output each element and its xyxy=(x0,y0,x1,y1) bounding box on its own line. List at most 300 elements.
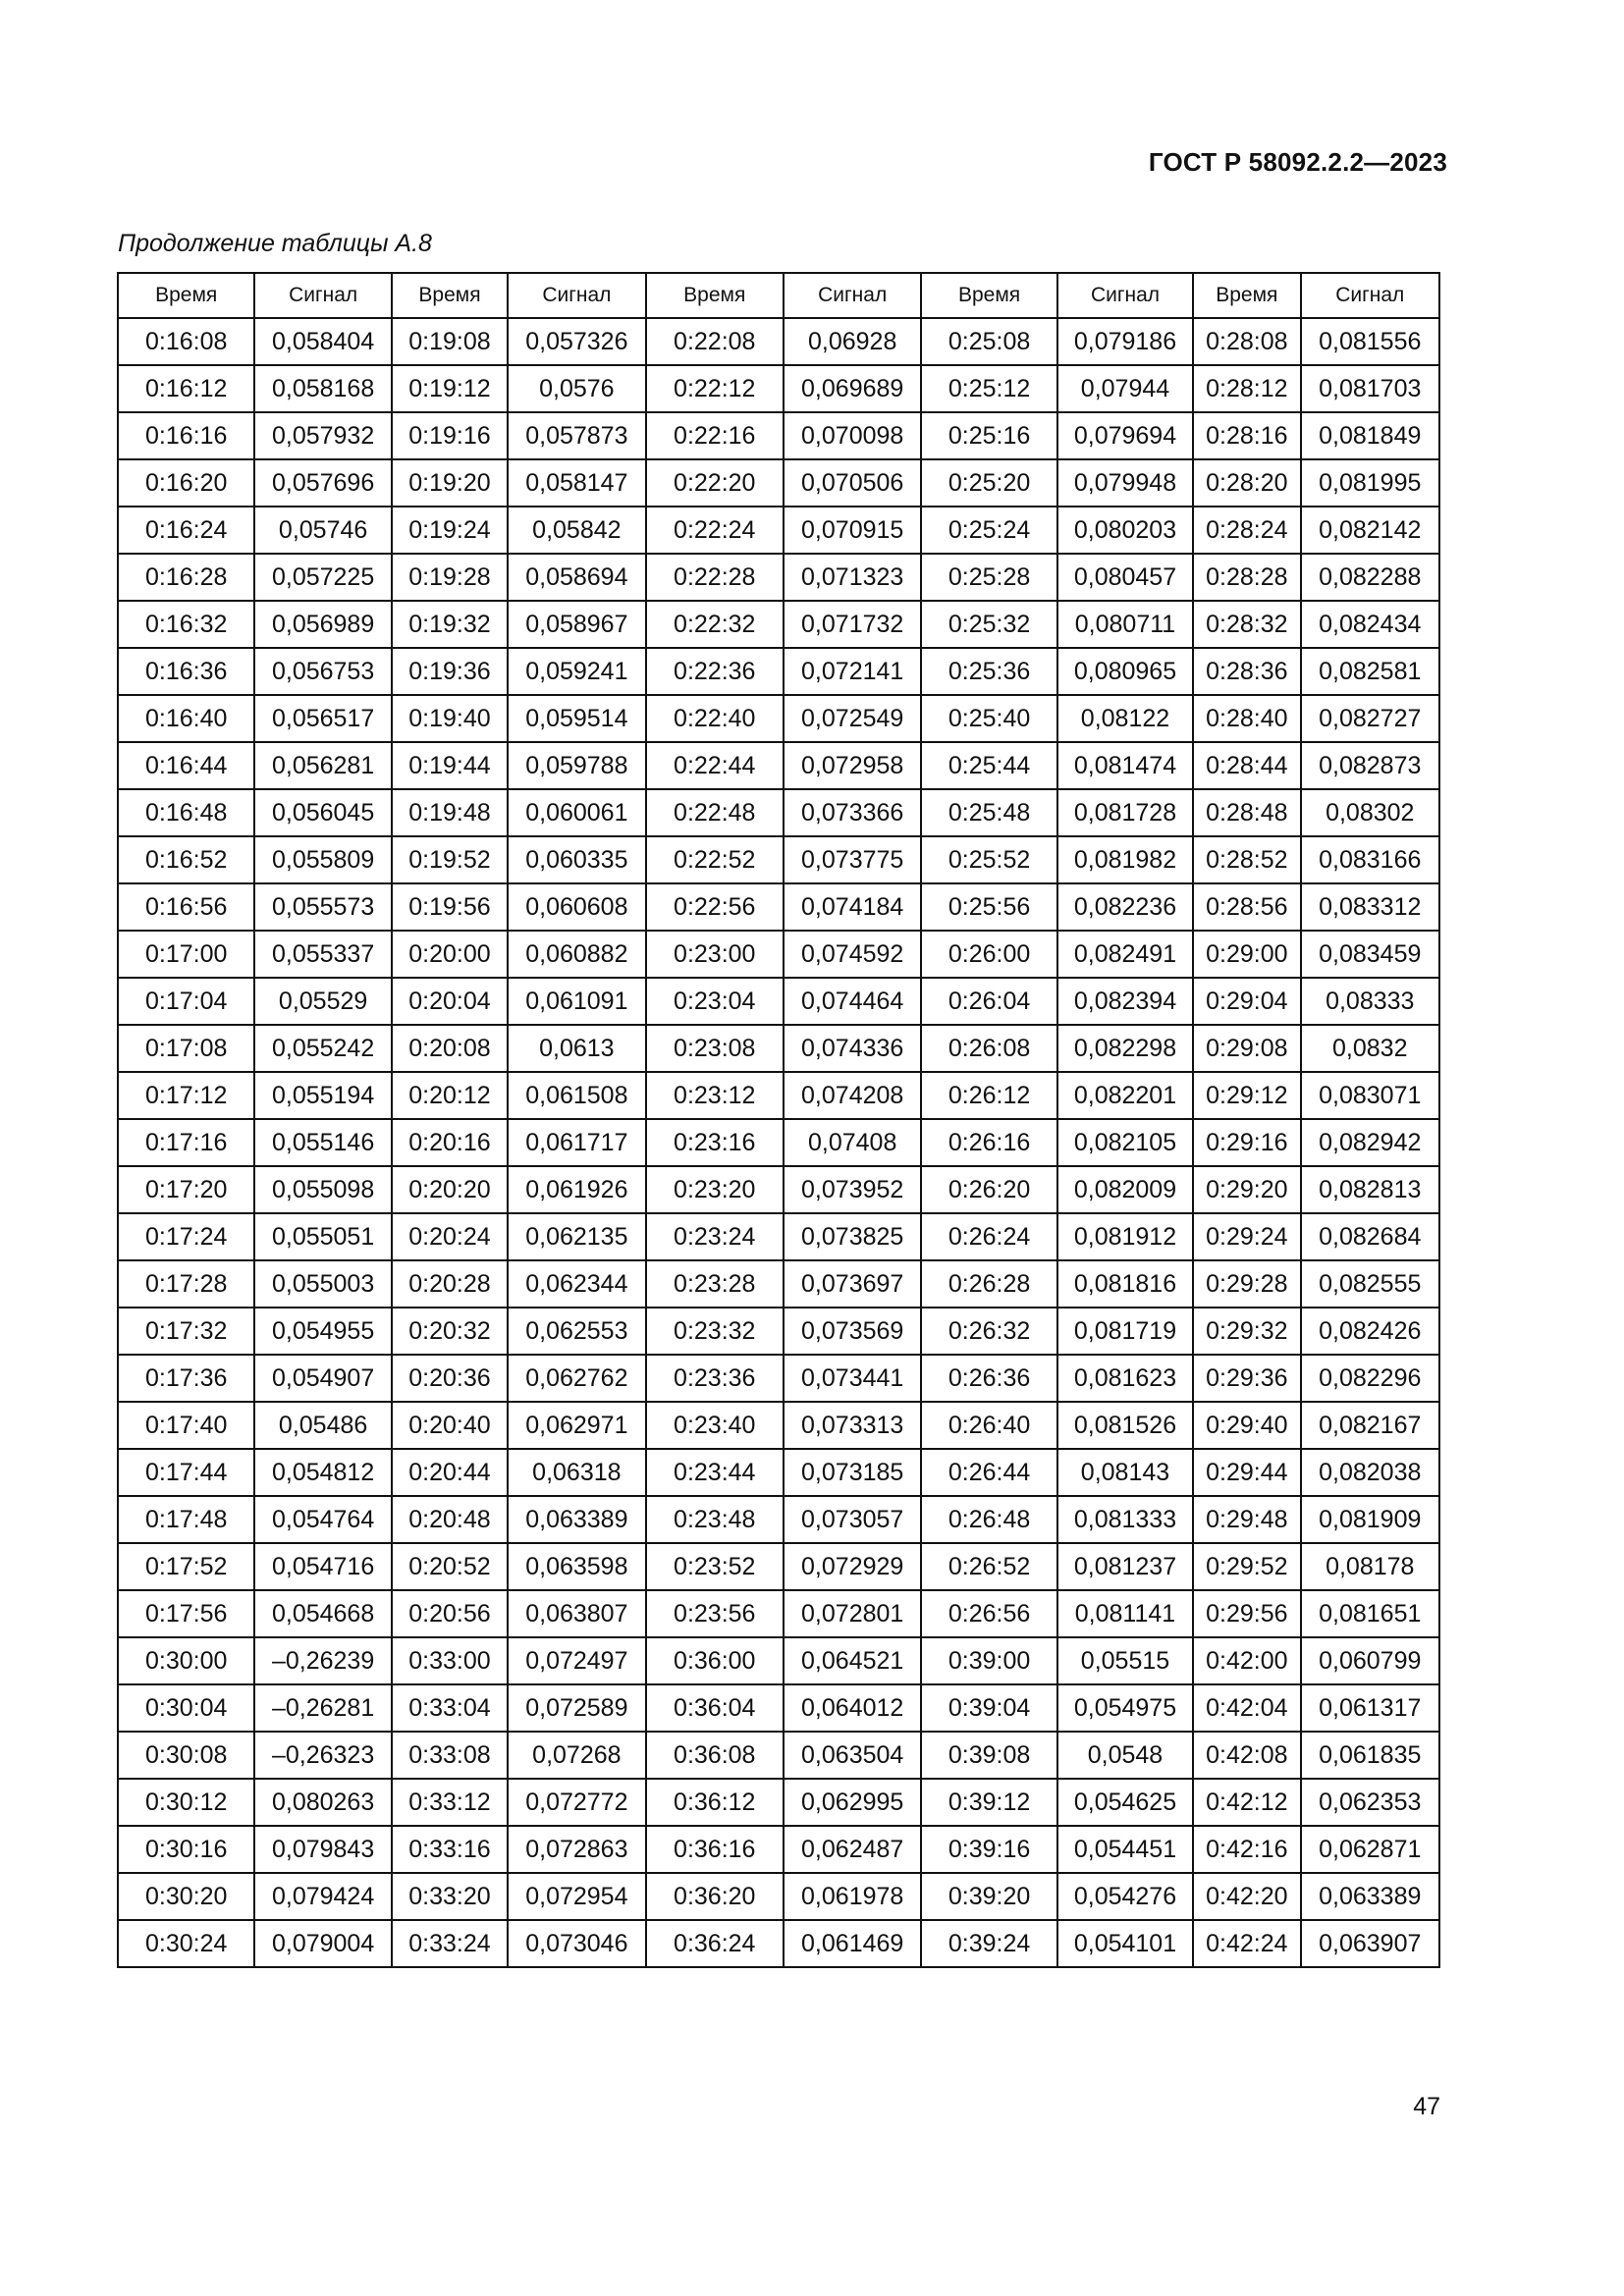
table-row xyxy=(118,648,1439,695)
time-cell: 0:25:20 xyxy=(921,459,1056,507)
signal-cell: 0,055242 xyxy=(254,1025,391,1072)
signal-cell: 0,074336 xyxy=(784,1025,921,1072)
time-cell: 0:26:04 xyxy=(921,978,1056,1025)
table-row xyxy=(118,1873,1439,1920)
time-cell: 0:20:24 xyxy=(392,1213,508,1260)
table-header-row xyxy=(118,273,1439,318)
time-cell: 0:20:36 xyxy=(392,1355,508,1402)
column-header: Сигнал xyxy=(254,273,391,318)
time-cell: 0:36:24 xyxy=(646,1920,784,1967)
signal-cell: 0,054716 xyxy=(254,1543,391,1590)
signal-cell: 0,07944 xyxy=(1057,365,1193,412)
signal-cell: 0,055573 xyxy=(254,883,391,931)
signal-cell: 0,062353 xyxy=(1301,1779,1440,1826)
table-row xyxy=(118,1166,1439,1213)
signal-cell: 0,082581 xyxy=(1301,648,1440,695)
time-cell: 0:22:20 xyxy=(646,459,784,507)
signal-cell: 0,059514 xyxy=(508,695,645,742)
signal-cell: 0,061835 xyxy=(1301,1732,1440,1779)
signal-cell: 0,07268 xyxy=(508,1732,645,1779)
time-cell: 0:17:16 xyxy=(118,1119,254,1166)
time-cell: 0:29:32 xyxy=(1193,1308,1300,1355)
signal-cell: 0,081728 xyxy=(1057,789,1193,836)
signal-cell: 0,063389 xyxy=(508,1496,645,1543)
table-row xyxy=(118,789,1439,836)
signal-cell: 0,062135 xyxy=(508,1213,645,1260)
signal-cell: 0,073775 xyxy=(784,836,921,883)
time-cell: 0:28:48 xyxy=(1193,789,1300,836)
signal-cell: 0,08302 xyxy=(1301,789,1440,836)
time-cell: 0:26:48 xyxy=(921,1496,1056,1543)
signal-cell: 0,082288 xyxy=(1301,554,1440,601)
signal-cell: 0,081474 xyxy=(1057,742,1193,789)
time-cell: 0:28:28 xyxy=(1193,554,1300,601)
column-header: Сигнал xyxy=(508,273,645,318)
time-cell: 0:22:16 xyxy=(646,412,784,459)
time-cell: 0:39:00 xyxy=(921,1637,1056,1684)
time-cell: 0:42:20 xyxy=(1193,1873,1300,1920)
signal-cell: 0,081623 xyxy=(1057,1355,1193,1402)
time-cell: 0:19:24 xyxy=(392,507,508,554)
signal-cell: 0,061926 xyxy=(508,1166,645,1213)
time-cell: 0:36:20 xyxy=(646,1873,784,1920)
time-cell: 0:30:24 xyxy=(118,1920,254,1967)
signal-cell: 0,073569 xyxy=(784,1308,921,1355)
signal-cell: 0,082426 xyxy=(1301,1308,1440,1355)
time-cell: 0:29:40 xyxy=(1193,1402,1300,1449)
signal-cell: 0,062871 xyxy=(1301,1826,1440,1873)
signal-cell: 0,05842 xyxy=(508,507,645,554)
signal-cell: 0,055098 xyxy=(254,1166,391,1213)
time-cell: 0:16:44 xyxy=(118,742,254,789)
time-cell: 0:42:12 xyxy=(1193,1779,1300,1826)
time-cell: 0:17:00 xyxy=(118,931,254,978)
time-cell: 0:17:44 xyxy=(118,1449,254,1496)
time-cell: 0:17:24 xyxy=(118,1213,254,1260)
signal-cell: 0,055051 xyxy=(254,1213,391,1260)
time-cell: 0:25:48 xyxy=(921,789,1056,836)
signal-cell: 0,071732 xyxy=(784,601,921,648)
signal-cell: 0,061469 xyxy=(784,1920,921,1967)
time-cell: 0:17:20 xyxy=(118,1166,254,1213)
signal-cell: 0,072549 xyxy=(784,695,921,742)
time-cell: 0:26:20 xyxy=(921,1166,1056,1213)
time-cell: 0:19:28 xyxy=(392,554,508,601)
signal-cell: 0,05529 xyxy=(254,978,391,1025)
time-cell: 0:28:12 xyxy=(1193,365,1300,412)
signal-cell: 0,063504 xyxy=(784,1732,921,1779)
time-cell: 0:22:56 xyxy=(646,883,784,931)
time-cell: 0:36:08 xyxy=(646,1732,784,1779)
signal-cell: 0,081995 xyxy=(1301,459,1440,507)
signal-cell: 0,060799 xyxy=(1301,1637,1440,1684)
time-cell: 0:39:08 xyxy=(921,1732,1056,1779)
signal-cell: 0,082873 xyxy=(1301,742,1440,789)
signal-cell: 0,082236 xyxy=(1057,883,1193,931)
time-cell: 0:33:12 xyxy=(392,1779,508,1826)
time-cell: 0:29:04 xyxy=(1193,978,1300,1025)
table-row xyxy=(118,412,1439,459)
time-cell: 0:16:48 xyxy=(118,789,254,836)
table-row xyxy=(118,1025,1439,1072)
time-cell: 0:20:00 xyxy=(392,931,508,978)
signal-cell: 0,082394 xyxy=(1057,978,1193,1025)
signal-cell: 0,054812 xyxy=(254,1449,391,1496)
signal-cell: 0,082296 xyxy=(1301,1355,1440,1402)
signal-cell: 0,058694 xyxy=(508,554,645,601)
time-cell: 0:22:08 xyxy=(646,318,784,365)
time-cell: 0:23:24 xyxy=(646,1213,784,1260)
time-cell: 0:28:24 xyxy=(1193,507,1300,554)
time-cell: 0:29:20 xyxy=(1193,1166,1300,1213)
signal-cell: 0,079948 xyxy=(1057,459,1193,507)
signal-cell: 0,072863 xyxy=(508,1826,645,1873)
signal-cell: 0,081237 xyxy=(1057,1543,1193,1590)
signal-cell: 0,082167 xyxy=(1301,1402,1440,1449)
signal-cell: 0,054764 xyxy=(254,1496,391,1543)
time-cell: 0:22:36 xyxy=(646,648,784,695)
signal-cell: 0,083459 xyxy=(1301,931,1440,978)
signal-cell: 0,082142 xyxy=(1301,507,1440,554)
time-cell: 0:30:16 xyxy=(118,1826,254,1873)
table-caption: Продолжение таблицы А.8 xyxy=(118,230,432,257)
signal-cell: 0,063598 xyxy=(508,1543,645,1590)
signal-cell: 0,056281 xyxy=(254,742,391,789)
signal-cell: 0,073825 xyxy=(784,1213,921,1260)
signal-cell: 0,080711 xyxy=(1057,601,1193,648)
time-cell: 0:26:08 xyxy=(921,1025,1056,1072)
time-cell: 0:33:20 xyxy=(392,1873,508,1920)
signal-cell: 0,055146 xyxy=(254,1119,391,1166)
signal-cell: 0,08122 xyxy=(1057,695,1193,742)
time-cell: 0:23:16 xyxy=(646,1119,784,1166)
signal-cell: 0,08178 xyxy=(1301,1543,1440,1590)
time-cell: 0:39:24 xyxy=(921,1920,1056,1967)
signal-cell: 0,081982 xyxy=(1057,836,1193,883)
time-cell: 0:26:36 xyxy=(921,1355,1056,1402)
signal-cell: 0,060882 xyxy=(508,931,645,978)
time-cell: 0:22:12 xyxy=(646,365,784,412)
time-cell: 0:22:44 xyxy=(646,742,784,789)
signal-cell: 0,062344 xyxy=(508,1260,645,1308)
signal-cell: 0,083166 xyxy=(1301,836,1440,883)
time-cell: 0:23:52 xyxy=(646,1543,784,1590)
signal-cell: 0,072958 xyxy=(784,742,921,789)
time-cell: 0:22:32 xyxy=(646,601,784,648)
signal-cell: 0,082009 xyxy=(1057,1166,1193,1213)
column-header: Время xyxy=(392,273,508,318)
signal-cell: 0,070915 xyxy=(784,507,921,554)
time-cell: 0:26:56 xyxy=(921,1590,1056,1637)
signal-cell: 0,0613 xyxy=(508,1025,645,1072)
signal-cell: 0,079004 xyxy=(254,1920,391,1967)
signal-cell: 0,080203 xyxy=(1057,507,1193,554)
time-cell: 0:29:24 xyxy=(1193,1213,1300,1260)
signal-cell: 0,069689 xyxy=(784,365,921,412)
time-cell: 0:36:00 xyxy=(646,1637,784,1684)
time-cell: 0:16:32 xyxy=(118,601,254,648)
signal-cell: 0,0548 xyxy=(1057,1732,1193,1779)
time-cell: 0:17:52 xyxy=(118,1543,254,1590)
signal-cell: 0,072954 xyxy=(508,1873,645,1920)
time-cell: 0:16:12 xyxy=(118,365,254,412)
time-cell: 0:16:52 xyxy=(118,836,254,883)
signal-cell: 0,074208 xyxy=(784,1072,921,1119)
signal-cell: 0,05746 xyxy=(254,507,391,554)
time-cell: 0:29:36 xyxy=(1193,1355,1300,1402)
time-cell: 0:29:12 xyxy=(1193,1072,1300,1119)
signal-cell: 0,063389 xyxy=(1301,1873,1440,1920)
signal-cell: 0,074184 xyxy=(784,883,921,931)
signal-cell: 0,071323 xyxy=(784,554,921,601)
time-cell: 0:28:08 xyxy=(1193,318,1300,365)
signal-cell: 0,057326 xyxy=(508,318,645,365)
table-row xyxy=(118,1072,1439,1119)
signal-cell: 0,060335 xyxy=(508,836,645,883)
table-row xyxy=(118,1496,1439,1543)
time-cell: 0:17:12 xyxy=(118,1072,254,1119)
time-cell: 0:22:40 xyxy=(646,695,784,742)
time-cell: 0:42:16 xyxy=(1193,1826,1300,1873)
table-row xyxy=(118,931,1439,978)
time-cell: 0:42:00 xyxy=(1193,1637,1300,1684)
time-cell: 0:28:32 xyxy=(1193,601,1300,648)
time-cell: 0:29:00 xyxy=(1193,931,1300,978)
column-header: Время xyxy=(646,273,784,318)
signal-cell: 0,081816 xyxy=(1057,1260,1193,1308)
signal-cell: 0,054668 xyxy=(254,1590,391,1637)
time-cell: 0:20:56 xyxy=(392,1590,508,1637)
time-cell: 0:17:36 xyxy=(118,1355,254,1402)
table-row xyxy=(118,554,1439,601)
time-cell: 0:26:00 xyxy=(921,931,1056,978)
column-header: Сигнал xyxy=(1057,273,1193,318)
page-number: 47 xyxy=(1413,2093,1440,2120)
data-table xyxy=(117,272,1440,1968)
signal-cell: 0,054955 xyxy=(254,1308,391,1355)
signal-cell: 0,072801 xyxy=(784,1590,921,1637)
time-cell: 0:16:20 xyxy=(118,459,254,507)
signal-cell: 0,06318 xyxy=(508,1449,645,1496)
table-row xyxy=(118,365,1439,412)
table-row xyxy=(118,1449,1439,1496)
time-cell: 0:23:12 xyxy=(646,1072,784,1119)
time-cell: 0:19:36 xyxy=(392,648,508,695)
signal-cell: 0,081651 xyxy=(1301,1590,1440,1637)
table-row xyxy=(118,883,1439,931)
time-cell: 0:16:08 xyxy=(118,318,254,365)
table-row xyxy=(118,1732,1439,1779)
time-cell: 0:19:44 xyxy=(392,742,508,789)
time-cell: 0:22:48 xyxy=(646,789,784,836)
signal-cell: 0,08143 xyxy=(1057,1449,1193,1496)
time-cell: 0:25:40 xyxy=(921,695,1056,742)
table-row xyxy=(118,1308,1439,1355)
table-row xyxy=(118,601,1439,648)
signal-cell: 0,062995 xyxy=(784,1779,921,1826)
table-row xyxy=(118,1543,1439,1590)
time-cell: 0:26:28 xyxy=(921,1260,1056,1308)
signal-cell: 0,064521 xyxy=(784,1637,921,1684)
time-cell: 0:19:56 xyxy=(392,883,508,931)
time-cell: 0:23:40 xyxy=(646,1402,784,1449)
signal-cell: 0,062487 xyxy=(784,1826,921,1873)
signal-cell: 0,056517 xyxy=(254,695,391,742)
signal-cell: 0,072772 xyxy=(508,1779,645,1826)
signal-cell: 0,073697 xyxy=(784,1260,921,1308)
time-cell: 0:28:16 xyxy=(1193,412,1300,459)
signal-cell: 0,073313 xyxy=(784,1402,921,1449)
time-cell: 0:39:16 xyxy=(921,1826,1056,1873)
time-cell: 0:28:20 xyxy=(1193,459,1300,507)
signal-cell: 0,054276 xyxy=(1057,1873,1193,1920)
signal-cell: 0,062762 xyxy=(508,1355,645,1402)
table-row xyxy=(118,1779,1439,1826)
time-cell: 0:20:32 xyxy=(392,1308,508,1355)
signal-cell: 0,060061 xyxy=(508,789,645,836)
signal-cell: 0,082942 xyxy=(1301,1119,1440,1166)
time-cell: 0:25:28 xyxy=(921,554,1056,601)
signal-cell: 0,082201 xyxy=(1057,1072,1193,1119)
signal-cell: 0,082298 xyxy=(1057,1025,1193,1072)
signal-cell: 0,054451 xyxy=(1057,1826,1193,1873)
signal-cell: 0,073952 xyxy=(784,1166,921,1213)
table-row xyxy=(118,318,1439,365)
table-body xyxy=(118,318,1439,1967)
table-row xyxy=(118,507,1439,554)
signal-cell: 0,081141 xyxy=(1057,1590,1193,1637)
time-cell: 0:25:08 xyxy=(921,318,1056,365)
time-cell: 0:20:44 xyxy=(392,1449,508,1496)
signal-cell: 0,073366 xyxy=(784,789,921,836)
time-cell: 0:17:40 xyxy=(118,1402,254,1449)
time-cell: 0:30:20 xyxy=(118,1873,254,1920)
signal-cell: 0,0832 xyxy=(1301,1025,1440,1072)
time-cell: 0:23:36 xyxy=(646,1355,784,1402)
signal-cell: 0,072589 xyxy=(508,1684,645,1732)
time-cell: 0:19:48 xyxy=(392,789,508,836)
signal-cell: 0,059241 xyxy=(508,648,645,695)
signal-cell: 0,082684 xyxy=(1301,1213,1440,1260)
time-cell: 0:42:04 xyxy=(1193,1684,1300,1732)
time-cell: 0:28:56 xyxy=(1193,883,1300,931)
signal-cell: 0,064012 xyxy=(784,1684,921,1732)
time-cell: 0:23:32 xyxy=(646,1308,784,1355)
time-cell: 0:25:44 xyxy=(921,742,1056,789)
signal-cell: 0,063907 xyxy=(1301,1920,1440,1967)
time-cell: 0:26:32 xyxy=(921,1308,1056,1355)
signal-cell: 0,073046 xyxy=(508,1920,645,1967)
signal-cell: 0,074464 xyxy=(784,978,921,1025)
time-cell: 0:28:36 xyxy=(1193,648,1300,695)
signal-cell: 0,082434 xyxy=(1301,601,1440,648)
signal-cell: 0,055194 xyxy=(254,1072,391,1119)
time-cell: 0:23:20 xyxy=(646,1166,784,1213)
signal-cell: 0,082555 xyxy=(1301,1260,1440,1308)
signal-cell: 0,082038 xyxy=(1301,1449,1440,1496)
signal-cell: 0,080263 xyxy=(254,1779,391,1826)
time-cell: 0:20:48 xyxy=(392,1496,508,1543)
signal-cell: 0,081849 xyxy=(1301,412,1440,459)
signal-cell: 0,072141 xyxy=(784,648,921,695)
time-cell: 0:20:52 xyxy=(392,1543,508,1590)
time-cell: 0:26:52 xyxy=(921,1543,1056,1590)
signal-cell: –0,26281 xyxy=(254,1684,391,1732)
time-cell: 0:20:08 xyxy=(392,1025,508,1072)
signal-cell: 0,080965 xyxy=(1057,648,1193,695)
time-cell: 0:17:32 xyxy=(118,1308,254,1355)
table-row xyxy=(118,459,1439,507)
signal-cell: 0,079186 xyxy=(1057,318,1193,365)
time-cell: 0:33:04 xyxy=(392,1684,508,1732)
signal-cell: 0,082105 xyxy=(1057,1119,1193,1166)
table-row xyxy=(118,1826,1439,1873)
signal-cell: 0,074592 xyxy=(784,931,921,978)
time-cell: 0:26:40 xyxy=(921,1402,1056,1449)
signal-cell: 0,061508 xyxy=(508,1072,645,1119)
time-cell: 0:30:04 xyxy=(118,1684,254,1732)
time-cell: 0:30:12 xyxy=(118,1779,254,1826)
table-row xyxy=(118,1402,1439,1449)
signal-cell: 0,054975 xyxy=(1057,1684,1193,1732)
signal-cell: 0,054907 xyxy=(254,1355,391,1402)
time-cell: 0:29:52 xyxy=(1193,1543,1300,1590)
time-cell: 0:23:00 xyxy=(646,931,784,978)
time-cell: 0:29:16 xyxy=(1193,1119,1300,1166)
signal-cell: 0,058404 xyxy=(254,318,391,365)
signal-cell: 0,058168 xyxy=(254,365,391,412)
time-cell: 0:42:24 xyxy=(1193,1920,1300,1967)
time-cell: 0:20:04 xyxy=(392,978,508,1025)
time-cell: 0:39:20 xyxy=(921,1873,1056,1920)
time-cell: 0:36:12 xyxy=(646,1779,784,1826)
time-cell: 0:28:44 xyxy=(1193,742,1300,789)
signal-cell: 0,082813 xyxy=(1301,1166,1440,1213)
time-cell: 0:16:24 xyxy=(118,507,254,554)
time-cell: 0:16:28 xyxy=(118,554,254,601)
time-cell: 0:29:44 xyxy=(1193,1449,1300,1496)
column-header: Время xyxy=(118,273,254,318)
signal-cell: 0,05486 xyxy=(254,1402,391,1449)
table-row xyxy=(118,1213,1439,1260)
signal-cell: 0,081912 xyxy=(1057,1213,1193,1260)
signal-cell: 0,062553 xyxy=(508,1308,645,1355)
signal-cell: 0,054625 xyxy=(1057,1779,1193,1826)
time-cell: 0:20:28 xyxy=(392,1260,508,1308)
signal-cell: 0,062971 xyxy=(508,1402,645,1449)
signal-cell: –0,26239 xyxy=(254,1637,391,1684)
time-cell: 0:17:28 xyxy=(118,1260,254,1308)
time-cell: 0:28:40 xyxy=(1193,695,1300,742)
time-cell: 0:42:08 xyxy=(1193,1732,1300,1779)
signal-cell: 0,057696 xyxy=(254,459,391,507)
time-cell: 0:23:08 xyxy=(646,1025,784,1072)
signal-cell: 0,057873 xyxy=(508,412,645,459)
signal-cell: 0,057932 xyxy=(254,412,391,459)
signal-cell: 0,055809 xyxy=(254,836,391,883)
signal-cell: 0,057225 xyxy=(254,554,391,601)
time-cell: 0:16:40 xyxy=(118,695,254,742)
table-row xyxy=(118,1260,1439,1308)
time-cell: 0:16:16 xyxy=(118,412,254,459)
signal-cell: 0,072929 xyxy=(784,1543,921,1590)
signal-cell: 0,080457 xyxy=(1057,554,1193,601)
time-cell: 0:39:04 xyxy=(921,1684,1056,1732)
signal-cell: 0,061978 xyxy=(784,1873,921,1920)
time-cell: 0:36:16 xyxy=(646,1826,784,1873)
time-cell: 0:30:08 xyxy=(118,1732,254,1779)
signal-cell: 0,073441 xyxy=(784,1355,921,1402)
